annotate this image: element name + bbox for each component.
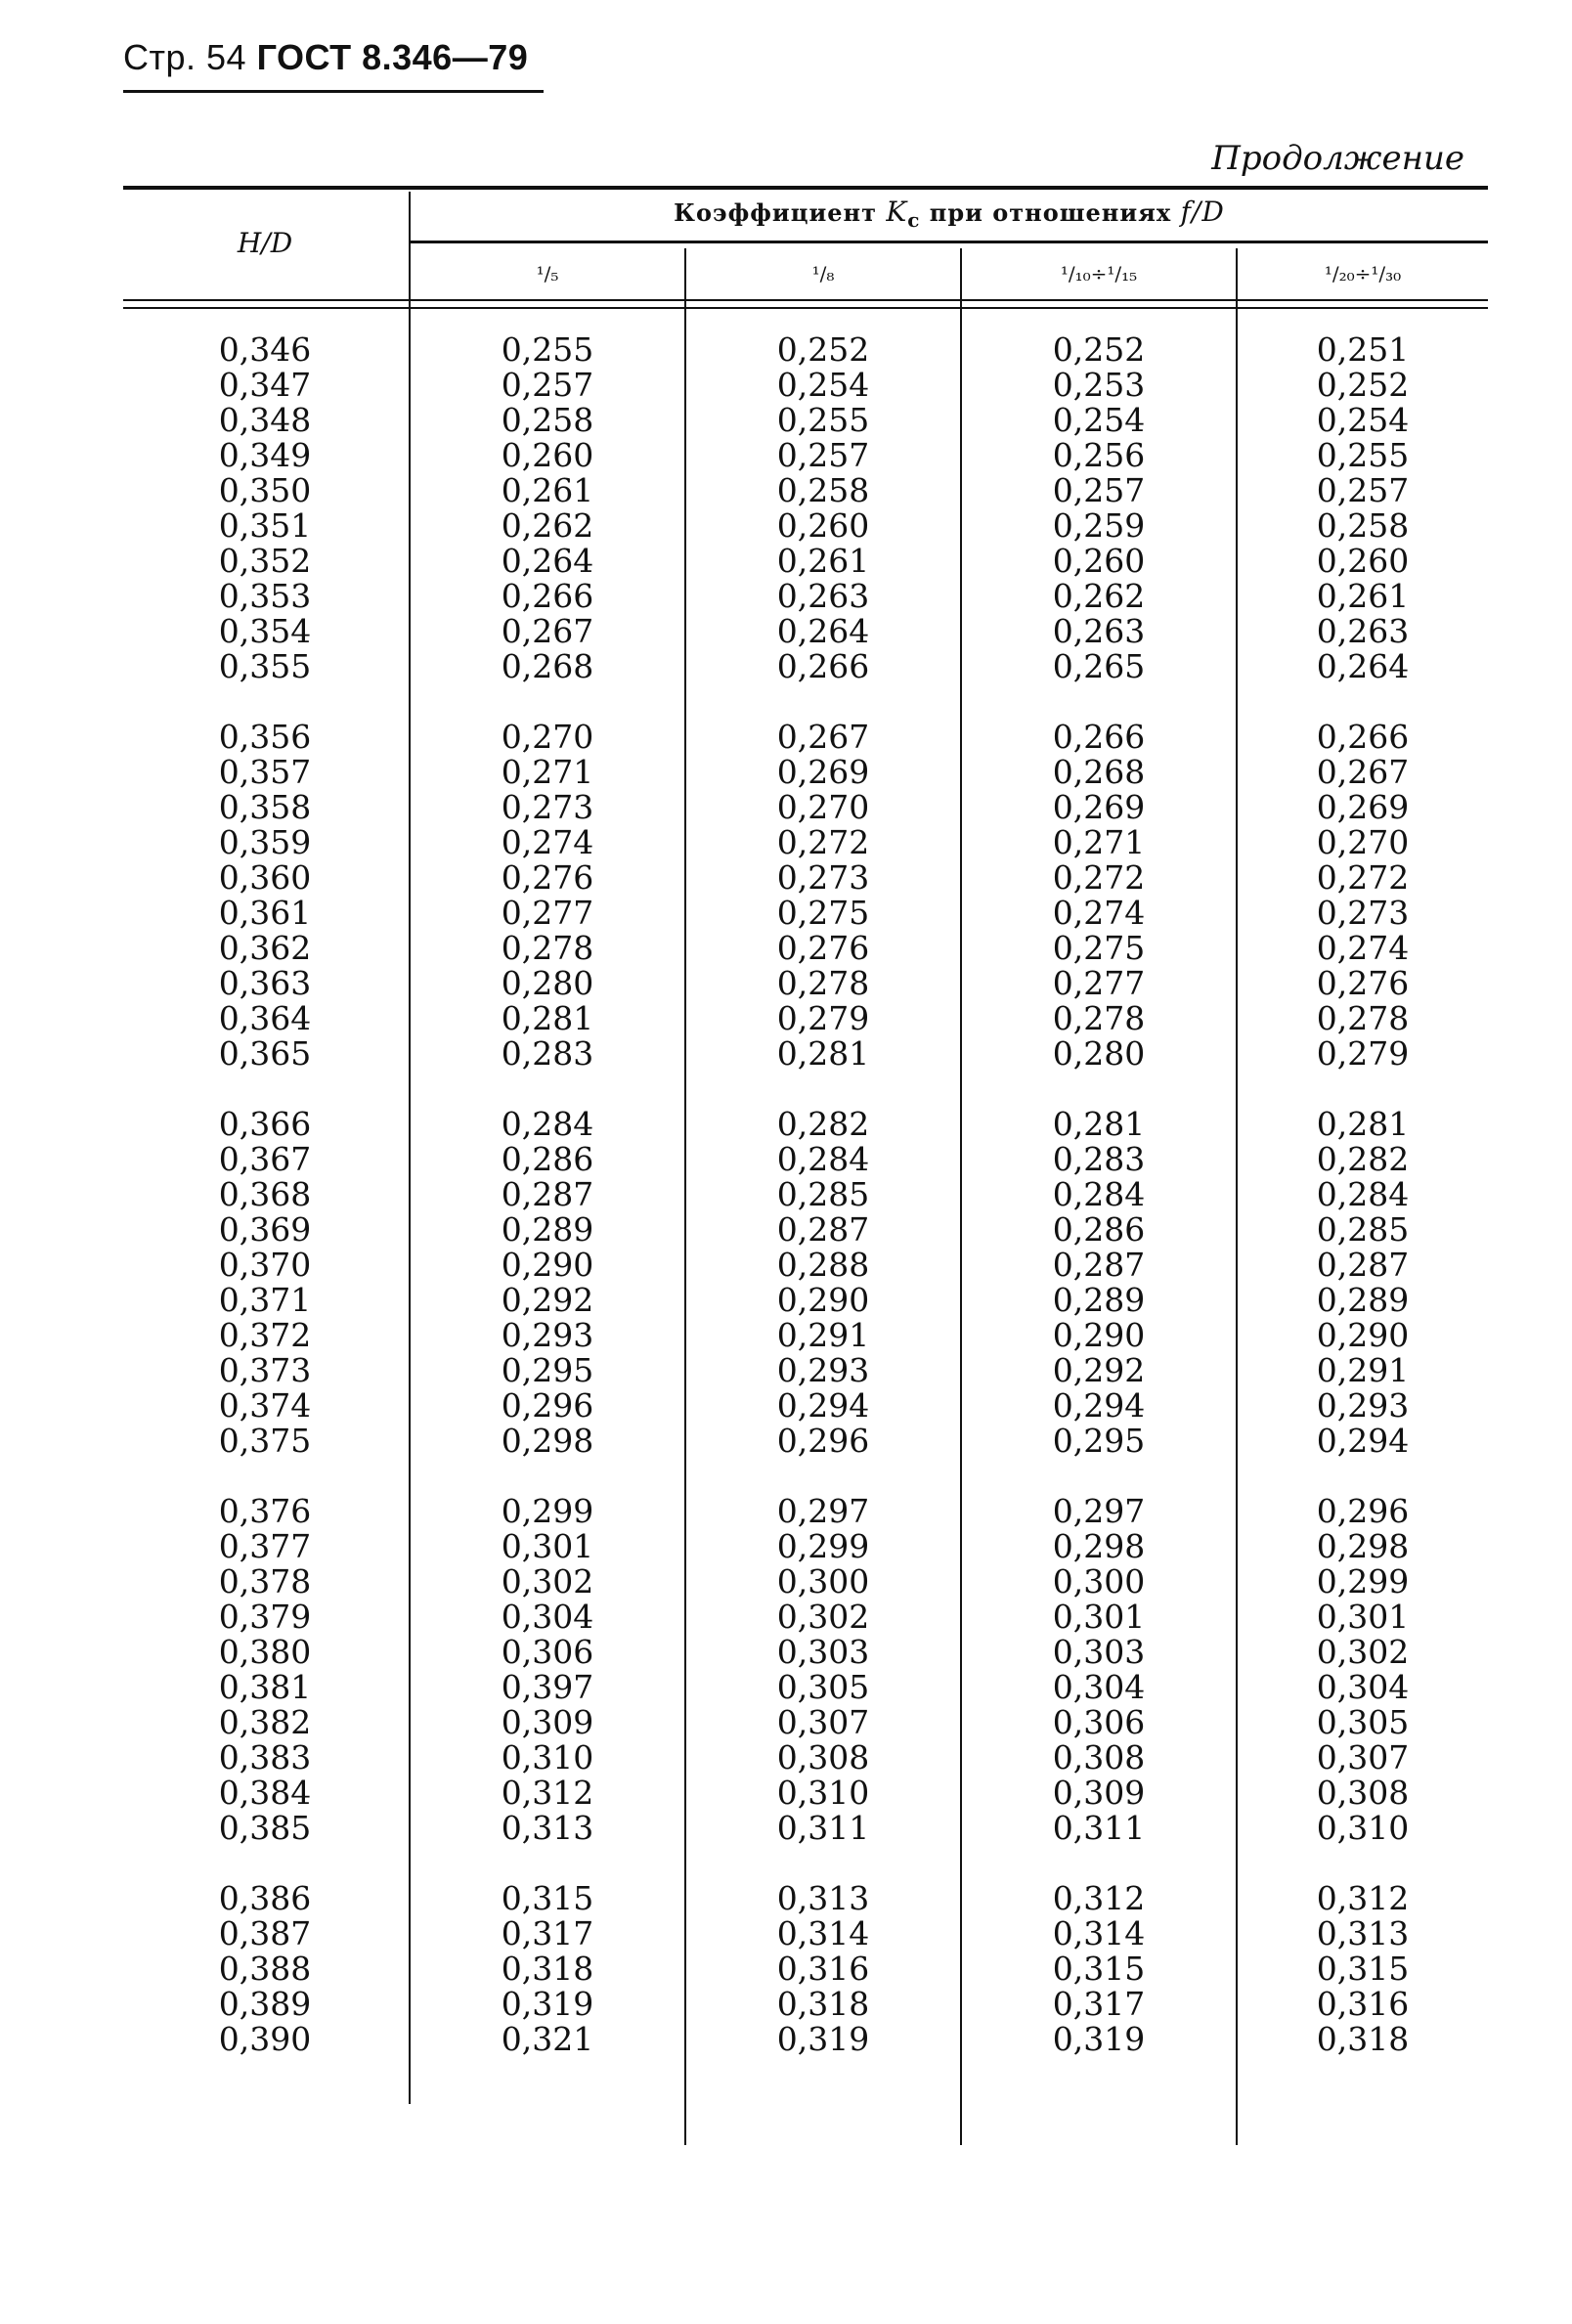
- hd-column-header: [123, 227, 407, 259]
- subcol-header-2: ¹/₈: [811, 262, 835, 285]
- table-cell: 0,314: [776, 1914, 870, 1952]
- header-double-rule-2: [123, 307, 1488, 309]
- header-double-rule-1: [123, 299, 1488, 301]
- table-cell: 0,382: [218, 1703, 312, 1741]
- table-cell: 0,272: [1052, 858, 1146, 897]
- table-cell: 0,264: [1316, 647, 1410, 685]
- table-cell: 0,313: [1316, 1914, 1410, 1952]
- table-cell: 0,293: [776, 1351, 870, 1389]
- table-cell: 0,272: [776, 823, 870, 861]
- table-cell: 0,381: [218, 1668, 312, 1706]
- header-underline: [123, 90, 544, 93]
- table-cell: 0,318: [1316, 2020, 1410, 2058]
- table-cell: 0,365: [218, 1034, 312, 1073]
- table-cell: 0,307: [776, 1703, 870, 1741]
- page-number: Стр. 54: [123, 37, 247, 77]
- table-cell: 0,256: [1052, 436, 1146, 474]
- table-cell: 0,302: [776, 1598, 870, 1636]
- table-cell: 0,350: [218, 471, 312, 509]
- table-cell: 0,270: [501, 718, 594, 756]
- table-cell: 0,306: [1052, 1703, 1146, 1741]
- table-cell: 0,290: [1052, 1316, 1146, 1354]
- table-cell: 0,316: [1316, 1985, 1410, 2023]
- table-cell: 0,266: [501, 577, 594, 615]
- coefficient-header: [411, 196, 1488, 232]
- table-cell: 0,319: [776, 2020, 870, 2058]
- table-cell: 0,388: [218, 1950, 312, 1988]
- table-cell: 0,383: [218, 1738, 312, 1776]
- table-cell: 0,261: [776, 542, 870, 580]
- table-cell: 0,367: [218, 1140, 312, 1178]
- table-cell: 0,278: [1316, 999, 1410, 1037]
- table-cell: 0,291: [776, 1316, 870, 1354]
- row-group: [686, 1881, 960, 2057]
- table-cell: 0,286: [501, 1140, 594, 1178]
- row-group: [1238, 1881, 1488, 2057]
- table-cell: 0,287: [501, 1175, 594, 1213]
- table-cell: 0,284: [501, 1105, 594, 1143]
- table-cell: 0,295: [1052, 1422, 1146, 1460]
- table-cell: 0,370: [218, 1246, 312, 1284]
- table-cell: 0,366: [218, 1105, 312, 1143]
- table-cell: 0,313: [776, 1879, 870, 1917]
- table-cell: 0,290: [501, 1246, 594, 1284]
- table-cell: 0,309: [1052, 1774, 1146, 1812]
- table-cell: 0,305: [776, 1668, 870, 1706]
- row-group: [411, 720, 684, 1072]
- table-cell: 0,306: [501, 1633, 594, 1671]
- table-cell: 0,285: [776, 1175, 870, 1213]
- table-cell: 0,260: [1316, 542, 1410, 580]
- table-cell: 0,273: [776, 858, 870, 897]
- table-cell: 0,278: [1052, 999, 1146, 1037]
- table-cell: 0,300: [1052, 1562, 1146, 1600]
- table-cell: 0,276: [501, 858, 594, 897]
- table-cell: 0,353: [218, 577, 312, 615]
- row-group: [962, 720, 1236, 1072]
- table-cell: 0,262: [1052, 577, 1146, 615]
- table-cell: 0,296: [501, 1386, 594, 1425]
- table-cell: 0,309: [501, 1703, 594, 1741]
- table-cell: 0,268: [1052, 753, 1146, 791]
- table-cell: 0,257: [776, 436, 870, 474]
- row-group: [123, 1494, 407, 1846]
- row-group: [962, 1494, 1236, 1846]
- table-cell: 0,283: [1052, 1140, 1146, 1178]
- coef-mid: при отношениях: [920, 198, 1181, 227]
- table-cell: 0,352: [218, 542, 312, 580]
- table-cell: 0,287: [1052, 1246, 1146, 1284]
- ratio-1-10-15-column: [962, 332, 1236, 2092]
- table-cell: 0,357: [218, 753, 312, 791]
- table-cell: 0,389: [218, 1985, 312, 2023]
- table-cell: 0,266: [1052, 718, 1146, 756]
- table-cell: 0,287: [776, 1210, 870, 1249]
- table-cell: 0,280: [501, 964, 594, 1002]
- table-cell: 0,371: [218, 1281, 312, 1319]
- table-cell: 0,278: [501, 929, 594, 967]
- table-cell: 0,274: [501, 823, 594, 861]
- table-cell: 0,299: [776, 1527, 870, 1565]
- table-cell: 0,275: [776, 894, 870, 932]
- table-cell: 0,284: [776, 1140, 870, 1178]
- table-cell: 0,319: [1052, 2020, 1146, 2058]
- table-cell: 0,377: [218, 1527, 312, 1565]
- ratio-1-8-column: [686, 332, 960, 2092]
- table-cell: 0,369: [218, 1210, 312, 1249]
- table-cell: 0,292: [1052, 1351, 1146, 1389]
- row-group: [686, 720, 960, 1072]
- hd-values-column: [123, 332, 407, 2092]
- table-cell: 0,252: [1316, 366, 1410, 404]
- table-cell: 0,321: [501, 2020, 594, 2058]
- table-cell: 0,264: [501, 542, 594, 580]
- row-group: [1238, 720, 1488, 1072]
- table-cell: 0,254: [776, 366, 870, 404]
- table-cell: 0,282: [776, 1105, 870, 1143]
- subcol-header-4: ¹/₂₀÷¹/₃₀: [1324, 262, 1402, 285]
- table-cell: 0,269: [776, 753, 870, 791]
- table-cell: 0,380: [218, 1633, 312, 1671]
- subcol-header-3: ¹/₁₀÷¹/₁₅: [1060, 262, 1138, 285]
- table-cell: 0,283: [501, 1034, 594, 1073]
- table-cell: 0,310: [1316, 1809, 1410, 1847]
- table-cell: 0,276: [776, 929, 870, 967]
- table-cell: 0,267: [501, 612, 594, 650]
- table-cell: 0,260: [501, 436, 594, 474]
- table-cell: 0,303: [776, 1633, 870, 1671]
- table-cell: 0,272: [1316, 858, 1410, 897]
- table-cell: 0,318: [776, 1985, 870, 2023]
- table-cell: 0,363: [218, 964, 312, 1002]
- table-cell: 0,354: [218, 612, 312, 650]
- table-cell: 0,358: [218, 788, 312, 826]
- table-cell: 0,291: [1316, 1351, 1410, 1389]
- table-cell: 0,315: [1052, 1950, 1146, 1988]
- table-cell: 0,258: [1316, 506, 1410, 545]
- table-cell: 0,298: [1052, 1527, 1146, 1565]
- row-group: [686, 1107, 960, 1459]
- table-cell: 0,362: [218, 929, 312, 967]
- table-cell: 0,257: [1316, 471, 1410, 509]
- row-group: [411, 1107, 684, 1459]
- table-cell: 0,308: [1052, 1738, 1146, 1776]
- table-cell: 0,304: [1316, 1668, 1410, 1706]
- table-cell: 0,278: [776, 964, 870, 1002]
- table-cell: 0,300: [776, 1562, 870, 1600]
- table-cell: 0,304: [501, 1598, 594, 1636]
- table-top-rule: [123, 186, 1488, 190]
- table-cell: 0,270: [776, 788, 870, 826]
- table-cell: 0,302: [501, 1562, 594, 1600]
- table-cell: 0,386: [218, 1879, 312, 1917]
- table-cell: 0,284: [1316, 1175, 1410, 1213]
- table-cell: 0,302: [1316, 1633, 1410, 1671]
- table-cell: 0,288: [776, 1246, 870, 1284]
- row-group: [411, 1494, 684, 1846]
- table-cell: 0,307: [1316, 1738, 1410, 1776]
- table-cell: 0,351: [218, 506, 312, 545]
- table-cell: 0,294: [1052, 1386, 1146, 1425]
- table-cell: 0,281: [1316, 1105, 1410, 1143]
- row-group: [962, 1107, 1236, 1459]
- table-cell: 0,289: [501, 1210, 594, 1249]
- table-cell: 0,360: [218, 858, 312, 897]
- row-group: [411, 332, 684, 684]
- table-cell: 0,259: [1052, 506, 1146, 545]
- table-cell: 0,387: [218, 1914, 312, 1952]
- table-cell: 0,264: [776, 612, 870, 650]
- standard-code: ГОСТ 8.346—79: [256, 37, 529, 77]
- table-cell: 0,289: [1316, 1281, 1410, 1319]
- row-group: [123, 1107, 407, 1459]
- table-cell: 0,271: [501, 753, 594, 791]
- table-cell: 0,316: [776, 1950, 870, 1988]
- table-cell: 0,296: [1316, 1492, 1410, 1530]
- table-cell: 0,310: [501, 1738, 594, 1776]
- table-cell: 0,294: [1316, 1422, 1410, 1460]
- table-cell: 0,266: [1316, 718, 1410, 756]
- table-cell: 0,257: [501, 366, 594, 404]
- table-cell: 0,276: [1316, 964, 1410, 1002]
- table-cell: 0,317: [501, 1914, 594, 1952]
- table-cell: 0,313: [501, 1809, 594, 1847]
- table-cell: 0,286: [1052, 1210, 1146, 1249]
- table-cell: 0,275: [1052, 929, 1146, 967]
- table-cell: 0,262: [501, 506, 594, 545]
- table-cell: 0,312: [1316, 1879, 1410, 1917]
- table-cell: 0,289: [1052, 1281, 1146, 1319]
- table-cell: 0,301: [501, 1527, 594, 1565]
- table-cell: 0,347: [218, 366, 312, 404]
- table-cell: 0,287: [1316, 1246, 1410, 1284]
- table-cell: 0,263: [1052, 612, 1146, 650]
- table-cell: 0,356: [218, 718, 312, 756]
- row-group: [962, 332, 1236, 684]
- table-cell: 0,305: [1316, 1703, 1410, 1741]
- table-cell: 0,293: [501, 1316, 594, 1354]
- table-cell: 0,372: [218, 1316, 312, 1354]
- table-cell: 0,294: [776, 1386, 870, 1425]
- table-cell: 0,311: [1052, 1809, 1146, 1847]
- table-cell: 0,273: [1316, 894, 1410, 932]
- table-cell: 0,255: [501, 330, 594, 369]
- table-cell: 0,274: [1052, 894, 1146, 932]
- table-cell: 0,368: [218, 1175, 312, 1213]
- table-cell: 0,295: [501, 1351, 594, 1389]
- table-cell: 0,263: [776, 577, 870, 615]
- table-cell: 0,284: [1052, 1175, 1146, 1213]
- table-cell: 0,315: [501, 1879, 594, 1917]
- table-cell: 0,364: [218, 999, 312, 1037]
- table-cell: 0,270: [1316, 823, 1410, 861]
- table-cell: 0,269: [1052, 788, 1146, 826]
- row-group: [1238, 1494, 1488, 1846]
- table-cell: 0,252: [1052, 330, 1146, 369]
- table-cell: 0,379: [218, 1598, 312, 1636]
- table-cell: 0,267: [1316, 753, 1410, 791]
- hd-header-text: H/D: [237, 227, 293, 259]
- table-cell: 0,301: [1316, 1598, 1410, 1636]
- table-cell: 0,282: [1316, 1140, 1410, 1178]
- table-cell: 0,376: [218, 1492, 312, 1530]
- table-cell: 0,274: [1316, 929, 1410, 967]
- coef-ratio: f/D: [1180, 196, 1225, 228]
- table-cell: 0,297: [776, 1492, 870, 1530]
- table-cell: 0,317: [1052, 1985, 1146, 2023]
- table-cell: 0,348: [218, 401, 312, 439]
- table-cell: 0,384: [218, 1774, 312, 1812]
- table-cell: 0,290: [776, 1281, 870, 1319]
- table-cell: 0,255: [776, 401, 870, 439]
- table-cell: 0,257: [1052, 471, 1146, 509]
- table-cell: 0,281: [776, 1034, 870, 1073]
- coef-symbol: K: [886, 196, 908, 228]
- row-group: [123, 720, 407, 1072]
- row-group: [123, 332, 407, 684]
- table-cell: 0,277: [501, 894, 594, 932]
- row-group: [686, 1494, 960, 1846]
- table-cell: 0,277: [1052, 964, 1146, 1002]
- table-cell: 0,361: [218, 894, 312, 932]
- table-cell: 0,253: [1052, 366, 1146, 404]
- table-cell: 0,260: [776, 506, 870, 545]
- table-cell: 0,311: [776, 1809, 870, 1847]
- table-cell: 0,308: [776, 1738, 870, 1776]
- table-cell: 0,296: [776, 1422, 870, 1460]
- table-cell: 0,292: [501, 1281, 594, 1319]
- table-cell: 0,260: [1052, 542, 1146, 580]
- continuation-label: Продолжение: [1211, 139, 1464, 178]
- table-cell: 0,390: [218, 2020, 312, 2058]
- table-cell: 0,267: [776, 718, 870, 756]
- page-header: [123, 37, 528, 78]
- table-cell: 0,349: [218, 436, 312, 474]
- row-group: [1238, 332, 1488, 684]
- table-cell: 0,308: [1316, 1774, 1410, 1812]
- table-cell: 0,315: [1316, 1950, 1410, 1988]
- table-cell: 0,301: [1052, 1598, 1146, 1636]
- table-cell: 0,303: [1052, 1633, 1146, 1671]
- table-cell: 0,252: [776, 330, 870, 369]
- table-cell: 0,312: [1052, 1879, 1146, 1917]
- table-cell: 0,254: [1052, 401, 1146, 439]
- table-cell: 0,271: [1052, 823, 1146, 861]
- table-cell: 0,378: [218, 1562, 312, 1600]
- row-group: [411, 1881, 684, 2057]
- row-group: [686, 332, 960, 684]
- table-cell: 0,258: [776, 471, 870, 509]
- table-cell: 0,269: [1316, 788, 1410, 826]
- table-cell: 0,397: [501, 1668, 594, 1706]
- table-cell: 0,310: [776, 1774, 870, 1812]
- table-cell: 0,266: [776, 647, 870, 685]
- table-cell: 0,298: [1316, 1527, 1410, 1565]
- subcol-header-1: ¹/₅: [536, 262, 559, 285]
- table-cell: 0,318: [501, 1950, 594, 1988]
- table-cell: 0,304: [1052, 1668, 1146, 1706]
- group-header-rule: [411, 241, 1488, 243]
- table-cell: 0,251: [1316, 330, 1410, 369]
- row-group: [962, 1881, 1236, 2057]
- table-cell: 0,258: [501, 401, 594, 439]
- table-cell: 0,299: [501, 1492, 594, 1530]
- table-cell: 0,279: [1316, 1034, 1410, 1073]
- row-group: [123, 1881, 407, 2057]
- table-cell: 0,299: [1316, 1562, 1410, 1600]
- row-group: [1238, 1107, 1488, 1459]
- table-cell: 0,261: [1316, 577, 1410, 615]
- table-cell: 0,285: [1316, 1210, 1410, 1249]
- table-cell: 0,374: [218, 1386, 312, 1425]
- table-cell: 0,265: [1052, 647, 1146, 685]
- coef-prefix: Коэффициент: [674, 198, 887, 227]
- table-cell: 0,346: [218, 330, 312, 369]
- coef-subscript: c: [907, 207, 921, 232]
- table-cell: 0,281: [501, 999, 594, 1037]
- table-cell: 0,263: [1316, 612, 1410, 650]
- table-cell: 0,373: [218, 1351, 312, 1389]
- table-cell: 0,279: [776, 999, 870, 1037]
- table-cell: 0,280: [1052, 1034, 1146, 1073]
- table-cell: 0,355: [218, 647, 312, 685]
- table-cell: 0,319: [501, 1985, 594, 2023]
- table-cell: 0,261: [501, 471, 594, 509]
- table-cell: 0,359: [218, 823, 312, 861]
- table-cell: 0,268: [501, 647, 594, 685]
- table-cell: 0,375: [218, 1422, 312, 1460]
- table-cell: 0,314: [1052, 1914, 1146, 1952]
- table-cell: 0,281: [1052, 1105, 1146, 1143]
- table-cell: 0,254: [1316, 401, 1410, 439]
- table-cell: 0,290: [1316, 1316, 1410, 1354]
- ratio-1-5-column: [411, 332, 684, 2092]
- table-cell: 0,273: [501, 788, 594, 826]
- table-cell: 0,385: [218, 1809, 312, 1847]
- table-cell: 0,255: [1316, 436, 1410, 474]
- ratio-1-20-30-column: [1238, 332, 1488, 2092]
- table-cell: 0,298: [501, 1422, 594, 1460]
- table-cell: 0,312: [501, 1774, 594, 1812]
- table-cell: 0,293: [1316, 1386, 1410, 1425]
- table-cell: 0,297: [1052, 1492, 1146, 1530]
